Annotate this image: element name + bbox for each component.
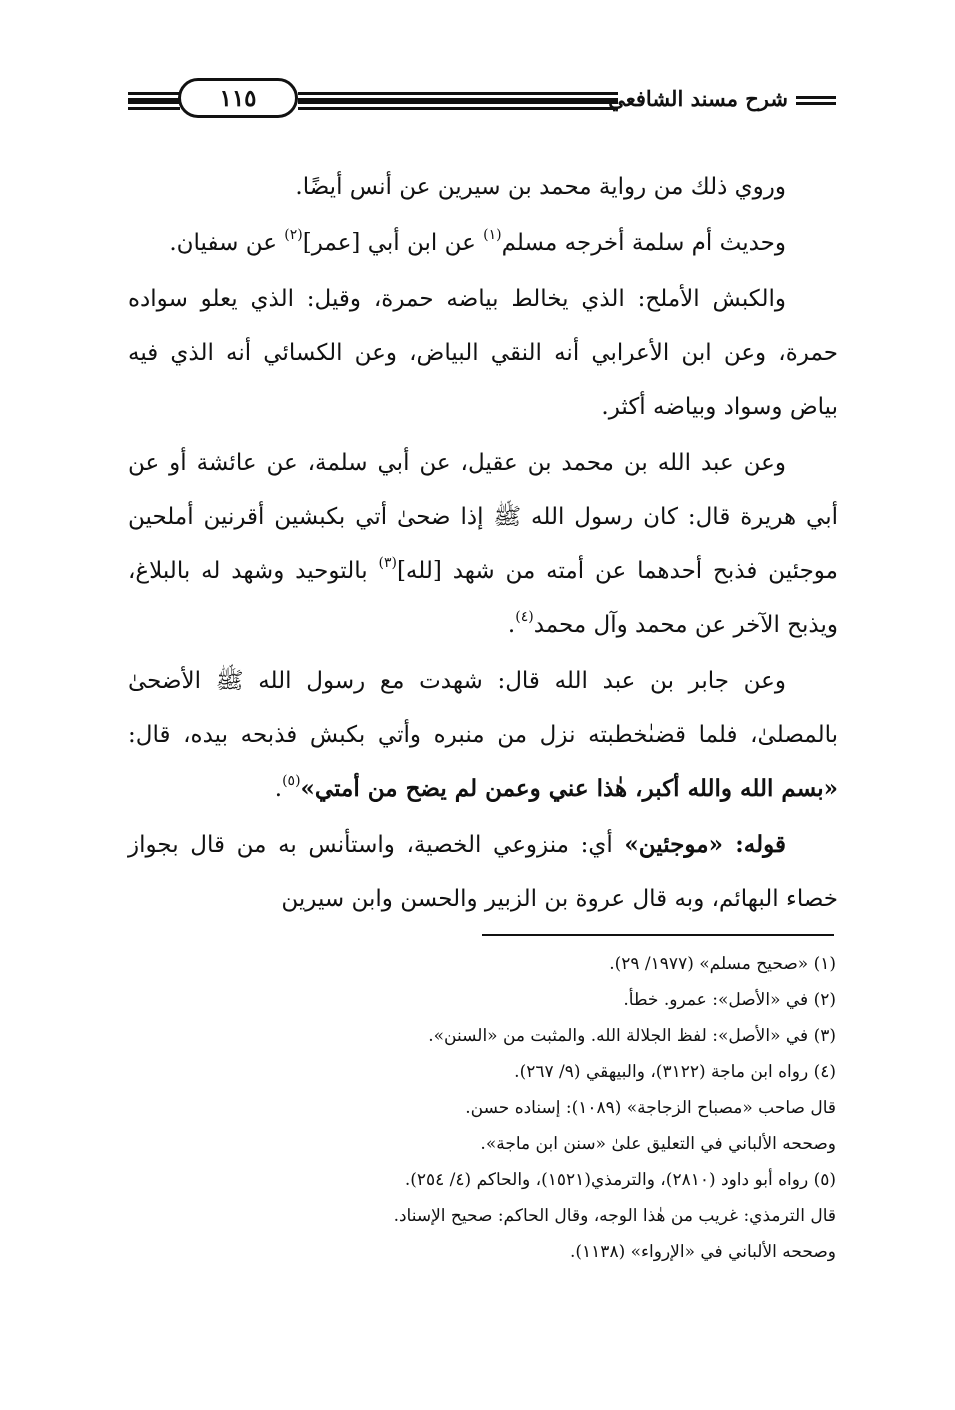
hadith-quote: «بسم الله والله أكبر، هٰذا عني وعمن لم يضح من أمتي» (300, 775, 838, 802)
paragraph (128, 272, 838, 434)
footnote-line: (٢) في «الأصل»: عمرو. خطأ. (623, 990, 836, 1010)
paragraph-text: أي: منزوعي الخصية، واستأنس به من قال بجواز خصاء البهائم، وبه قال عروة بن الزبير والحسن وابن سيرين (128, 832, 838, 912)
paragraph-text: . (507, 612, 516, 638)
footnotes (128, 946, 836, 1270)
footnote-ref[interactable]: (٢) (284, 227, 303, 243)
page-number-badge (178, 78, 298, 118)
paragraph (128, 654, 838, 816)
paragraph-text: وروي ذلك من رواية محمد بن سيرين عن أنس أيضًا. (295, 174, 786, 200)
footnote-line: وصححه الألباني في «الإرواء» (١١٣٨). (570, 1242, 836, 1262)
commentary-label: قوله: «موجئين» (624, 831, 787, 858)
title-ornament (796, 96, 836, 104)
footnote-ref[interactable]: (٣) (378, 555, 397, 571)
paragraph-text: . (274, 776, 283, 802)
footnote-line: قال صاحب «مصباح الزجاجة» (١٠٨٩): إسناده حسن. (465, 1098, 836, 1118)
paragraph (128, 818, 838, 926)
paragraph-text: وعن جابر بن عبد الله قال: شهدت مع رسول الله ﷺ الأضحىٰ بالمصلىٰ، فلما قضىٰخطبته نزل من منبره وأتي بكبش فذبحه بيده، قال: (128, 668, 838, 748)
paragraph-text: بالتوحيد وشهد له بالبلاغ، ويذبح الآخر عن محمد وآل محمد (128, 558, 838, 638)
header-rule-mid-2 (298, 98, 618, 104)
footnote-line: (٥) رواه أبو داود (٢٨١٠)، والترمذي(١٥٢١)، والحاكم (٤/ ٢٥٤). (404, 1170, 836, 1190)
footnote-ref[interactable]: (٤) (515, 609, 534, 625)
header-rule-mid-3 (298, 107, 618, 110)
paragraph-text: عن سفيان. (169, 230, 285, 256)
paragraph-text: وعن عبد الله بن محمد بن عقيل، عن أبي سلمة، عن عائشة أو عن أبي هريرة قال: كان رسول الله ﷺ إذا ضحىٰ أتي بكبشين أقرنين أملحين موجئين فذبح أحدهما عن أمته من شهد [لله] (128, 450, 838, 584)
paragraph-text: عن ابن أبي [عمر] (302, 230, 484, 256)
footnote-ref[interactable]: (١) (483, 227, 502, 243)
paragraph (128, 436, 838, 652)
paragraph (128, 160, 838, 214)
page-header (128, 74, 838, 134)
page-number: ١١٥ (219, 84, 257, 112)
paragraph-text: وحديث أم سلمة أخرجه مسلم (501, 230, 786, 256)
footnote-ref[interactable]: (٥) (282, 773, 301, 789)
paragraph (128, 216, 838, 270)
header-rule-mid-1 (298, 92, 618, 95)
main-text (128, 160, 838, 928)
header-rule-left-2 (128, 98, 180, 104)
header-rule-left-3 (128, 107, 180, 110)
paragraph-text: والكبش الأملح: الذي يخالط بياضه حمرة، وقيل: الذي يعلو سواده حمرة، وعن ابن الأعرابي أنه النقي البياض، وعن الكسائي أنه الذي فيه بياض وسواد وبياضه أكثر. (128, 286, 838, 420)
footnote-divider (482, 934, 834, 936)
book-title: شرح مسند الشافعي (608, 86, 788, 111)
footnote-line: (٤) رواه ابن ماجة (٣١٢٢)، والبيهقي (٩/ ٢٦٧). (514, 1062, 836, 1082)
footnote-line: (١) «صحيح مسلم» (١٩٧٧/ ٢٩). (609, 954, 836, 974)
header-rule-left-1 (128, 92, 180, 95)
footnote-line: (٣) في «الأصل»: لفظ الجلالة الله. والمثبت من «السنن». (428, 1026, 836, 1046)
footnote-line: وصححه الألباني في التعليق علىٰ «سنن ابن ماجة». (480, 1134, 836, 1154)
footnote-line: قال الترمذي: غريب من هٰذا الوجه، وقال الحاكم: صحيح الإسناد. (393, 1206, 836, 1226)
